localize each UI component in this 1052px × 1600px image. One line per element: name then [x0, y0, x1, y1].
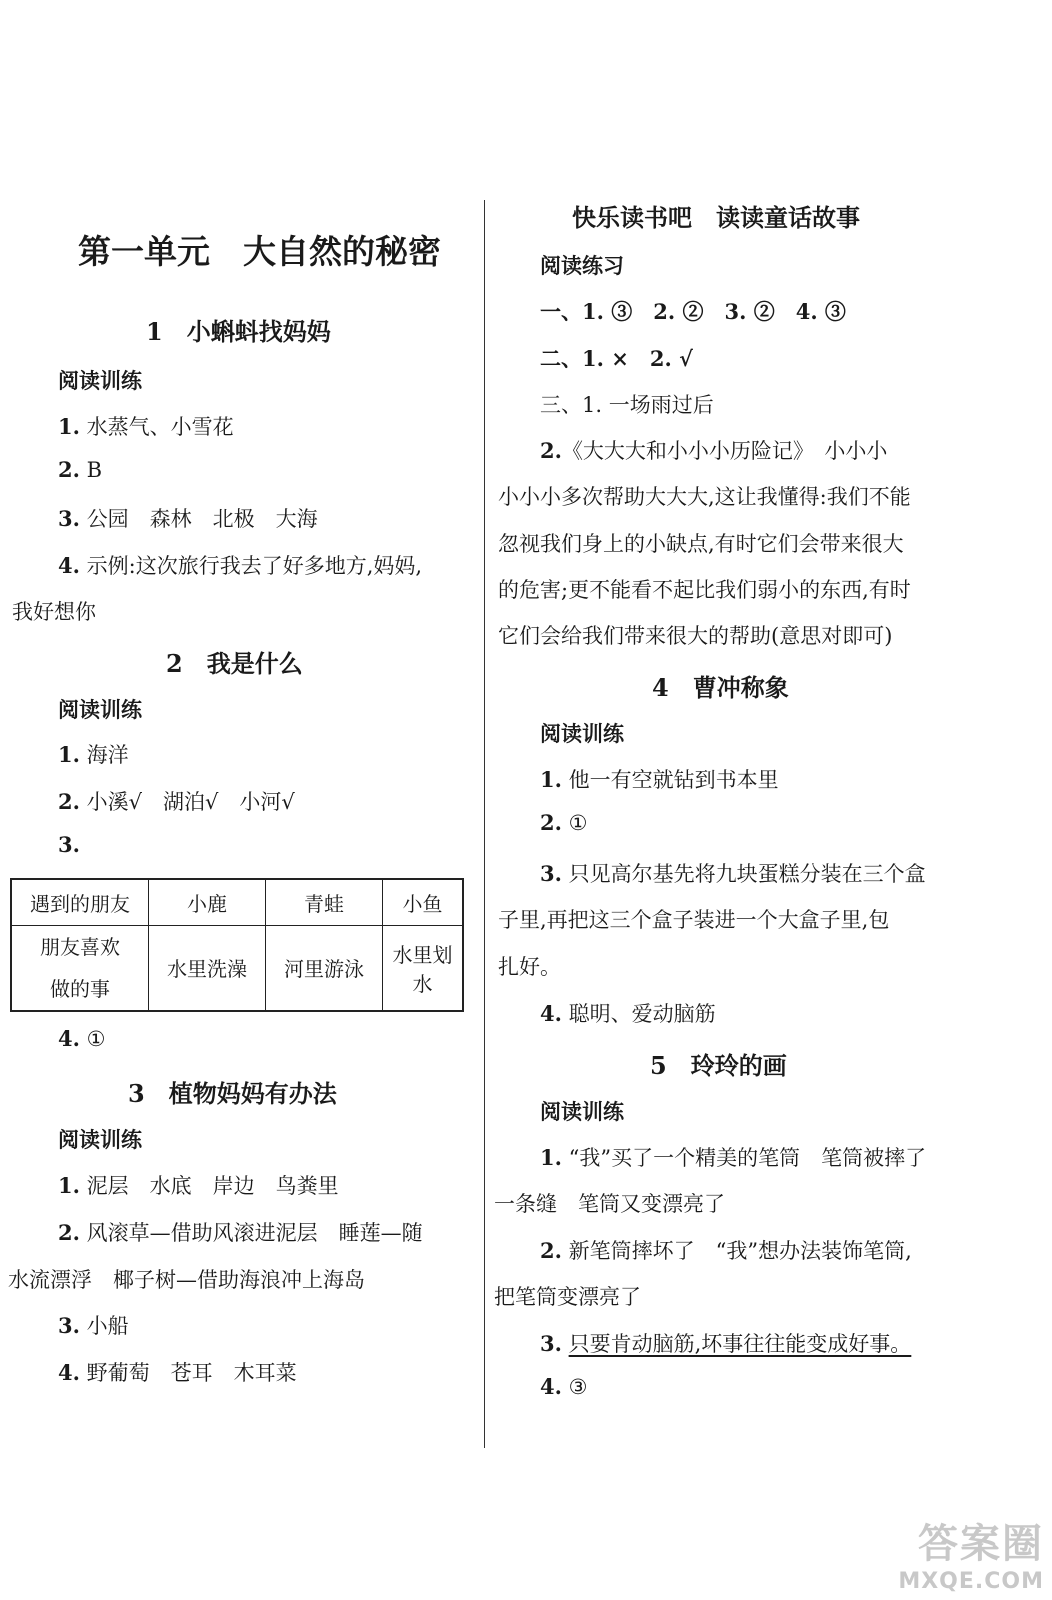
lesson-4-answer-4: 4. 聪明、爱动脑筋	[540, 1001, 716, 1026]
column-divider	[484, 200, 485, 1448]
lesson-1-answer-2: 2. B	[58, 457, 103, 482]
lesson-1-answer-4-cont: 我好想你	[12, 600, 96, 624]
table-cell: 河里游泳	[266, 925, 383, 1011]
table-row-label: 朋友喜欢 做的事	[11, 925, 149, 1011]
lesson-4-section: 阅读训练	[540, 721, 624, 746]
lesson-5-answer-2: 2. 新笔筒摔坏了 “我”想办法装饰笔筒,	[540, 1238, 912, 1263]
lesson-1-section: 阅读训练	[58, 368, 142, 393]
reading-line-1: 一、1. ③ 2. ② 3. ② 4. ③	[540, 299, 846, 324]
reading-line-7: 的危害;更不能看不起比我们弱小的东西,有时	[498, 578, 911, 602]
lesson-2-answer-3: 3.	[58, 832, 80, 857]
table-row	[11, 925, 463, 1011]
lesson-1-answer-1: 1. 水蒸气、小雪花	[58, 414, 234, 439]
reading-section: 阅读练习	[540, 253, 624, 278]
lesson-2-section: 阅读训练	[58, 697, 142, 722]
lesson-4-answer-2: 2. ①	[540, 810, 588, 835]
unit-title: 第一单元 大自然的秘密	[78, 232, 441, 271]
lesson-3-answer-1: 1. 泥层 水底 岸边 鸟粪里	[58, 1173, 339, 1198]
reading-line-6: 忽视我们身上的小缺点,有时它们会带来很大	[498, 532, 904, 556]
watermark	[898, 1512, 1044, 1594]
lesson-5-section: 阅读训练	[540, 1099, 624, 1124]
lesson-5-answer-3: 3. 只要肯动脑筋,坏事往往能变成好事。	[540, 1331, 912, 1356]
table-cell: 水里洗澡	[149, 925, 266, 1011]
watermark-text: 答案圈	[918, 1520, 1044, 1567]
lesson-4-answer-3-cont-2: 扎好。	[498, 955, 561, 979]
lesson-1-title: 1 小蝌蚪找妈妈	[146, 317, 331, 346]
lesson-1-answer-3: 3. 公园 森林 北极 大海	[58, 506, 318, 531]
reading-line-5: 小小小多次帮助大大大,这让我懂得:我们不能	[498, 485, 911, 509]
table-header-cell: 小鹿	[149, 879, 266, 925]
lesson-1-answer-4: 4. 示例:这次旅行我去了好多地方,妈妈,	[58, 553, 423, 578]
lesson-5-answer-1-cont: 一条缝 笔筒又变漂亮了	[494, 1192, 725, 1216]
lesson-3-answer-3: 3. 小船	[58, 1313, 129, 1338]
table-header-cell: 青蛙	[266, 879, 383, 925]
table-header-cell: 小鱼	[383, 879, 464, 925]
reading-line-3: 三、1. 一场雨过后	[540, 393, 714, 417]
lesson-5-answer-4: 4. ③	[540, 1374, 588, 1399]
lesson-5-answer-2-cont: 把笔筒变漂亮了	[494, 1285, 641, 1309]
lesson-4-answer-3: 3. 只见高尔基先将九块蛋糕分装在三个盒	[540, 861, 926, 886]
reading-title: 快乐读书吧 读读童话故事	[572, 203, 860, 232]
lesson-5-title: 5 玲玲的画	[650, 1051, 787, 1080]
lesson-2-answer-1: 1. 海洋	[58, 742, 129, 767]
reading-line-8: 它们会给我们带来很大的帮助(意思对即可)	[498, 624, 893, 648]
lesson-2-answer-4: 4. ①	[58, 1026, 106, 1051]
reading-line-4: 2.《大大大和小小小历险记》 小小小	[540, 438, 888, 463]
lesson-3-answer-4: 4. 野葡萄 苍耳 木耳菜	[58, 1360, 297, 1385]
lesson-4-answer-1: 1. 他一有空就钻到书本里	[540, 767, 779, 792]
reading-line-2: 二、1. × 2. √	[540, 346, 693, 371]
lesson-3-section: 阅读训练	[58, 1127, 142, 1152]
lesson-2-title: 2 我是什么	[166, 649, 303, 678]
watermark-url: MXQE.COM	[898, 1569, 1044, 1594]
lesson-3-answer-2: 2. 风滚草—借助风滚进泥层 睡莲—随	[58, 1220, 423, 1245]
lesson-3-answer-2-cont: 水流漂浮 椰子树—借助海浪冲上海岛	[8, 1268, 365, 1292]
lesson-2-answer-2: 2. 小溪√ 湖泊√ 小河√	[58, 789, 295, 814]
lesson-3-title: 3 植物妈妈有办法	[128, 1079, 337, 1108]
table-header-cell: 遇到的朋友	[11, 879, 149, 925]
lesson-4-answer-3-cont-1: 子里,再把这三个盒子装进一个大盒子里,包	[498, 908, 890, 932]
lesson-5-answer-1: 1. “我”买了一个精美的笔筒 笔筒被摔了	[540, 1145, 927, 1170]
table-header-row	[11, 879, 463, 925]
table-cell: 水里划水	[383, 925, 464, 1011]
friends-table	[10, 878, 464, 1012]
lesson-4-title: 4 曹冲称象	[652, 673, 789, 702]
